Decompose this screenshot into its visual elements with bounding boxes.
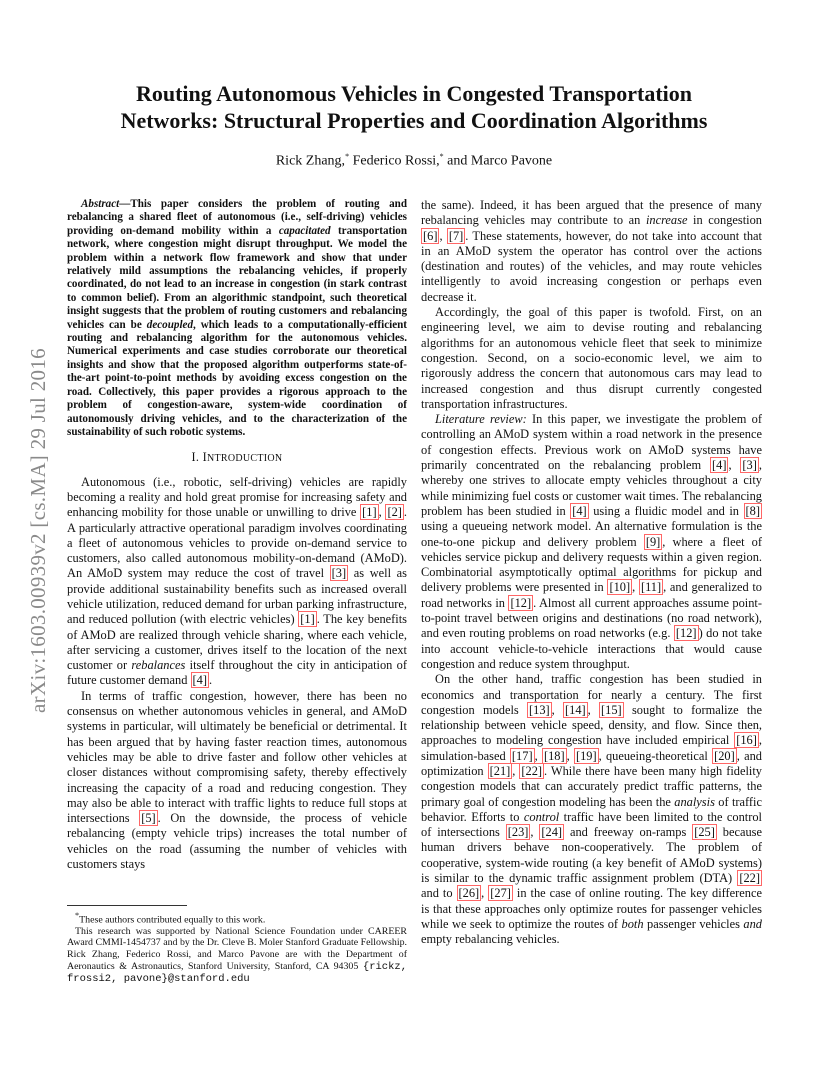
body-text: . A particularly attractive operational paradigm involves coordinating a fleet of autonomous vehicles to provide on-demand service to customers, also called autonomous mobility-on-demand (AMoD). An AMoD system may reduce the cost of travel [67, 505, 407, 581]
citation-link[interactable]: [16] [736, 733, 757, 748]
body-text: in congestion [687, 213, 762, 228]
intro-paragraph-3 [421, 198, 762, 305]
body-text: . These statements, however, do not take into account that in an AMoD system the operator has control over the actions (destination and routes) of the vehicles, and may route vehicles intelligently to avoid increasing congestion or perhaps even decrease it. [421, 228, 762, 304]
intro-paragraph-1 [67, 475, 407, 689]
body-text: because human drivers behave non-cooperatively. The problem of cooperative, system-wide routing (a key benefit of AMoD systems) is similar to the dynamic traffic assignment problem (DTA) [421, 825, 762, 886]
body-text: passenger vehicles [643, 916, 744, 931]
footnotes [67, 905, 407, 986]
body-text: Autonomous (i.e., robotic, self-driving) vehicles are rapidly becoming a reality and hold great promise for increasing safety and enhancing mobility for those unable or unwilling to drive [67, 474, 407, 520]
body-text: , [551, 702, 564, 717]
body-text: , simulation-based [421, 733, 762, 763]
body-text: , [728, 458, 741, 473]
abstract-emphasis: capacitated [278, 224, 331, 237]
emphasis: analysis [674, 794, 715, 809]
body-text: , and generalized to road networks in [421, 580, 762, 610]
citation-link[interactable]: [20] [714, 748, 735, 763]
left-column [67, 198, 407, 872]
body-text: , whereby one strives to allocate empty vehicles throughout a city while minimizing fuel costs or customer wait times. The rebalancing problem has been studied in [421, 458, 762, 518]
footnote-text: This research was supported by National Science Foundation under CAREER Award CMMI-1454737 and by the Dr. Cleve B. Moler Stanford Graduate Fellowship. Rick Zhang, Federico Rossi, and Marco Pavone are with the Department of Aeronautics & Astronautics, Stanford University, Stanford, CA 94305 [67, 925, 407, 972]
author-emails: {rickz, frossi2, pavone}@stanford.edu [67, 960, 407, 986]
footnote-mark: * [75, 911, 80, 920]
body-text: using a queueing network model. An alternative formulation is the one-to-one pickup and delivery problem [421, 519, 762, 549]
body-text: . [208, 673, 213, 688]
author-federico-rossi: Federico Rossi, [349, 153, 440, 169]
citation-link[interactable]: [6] [423, 228, 438, 243]
body-text: In this paper, we investigate the problem of controlling an AMoD system within a road network in the presence of congestion effects. Previous work on AMoD systems have primarily concentrated on the rebalancing problem [421, 412, 762, 473]
citation-link[interactable]: [15] [601, 702, 622, 717]
citation-link[interactable]: [26] [458, 886, 480, 901]
title-line-1: Routing Autonomous Vehicles in Congested Transportation [135, 81, 692, 106]
citation-link[interactable]: [4] [572, 503, 587, 518]
citation-link[interactable]: [13] [529, 702, 550, 717]
body-text: and to [421, 886, 457, 901]
author-rick-zhang: Rick Zhang, [275, 153, 346, 169]
citation-link[interactable]: [4] [712, 458, 727, 473]
citation-link[interactable]: [21] [489, 763, 511, 778]
body-text: , [481, 886, 489, 901]
body-text: , [378, 505, 386, 520]
citation-link[interactable]: [1] [300, 612, 315, 627]
body-text: itself throughout the city in anticipation of future customer demand [67, 658, 407, 688]
citation-link[interactable]: [3] [742, 458, 757, 473]
citation-link[interactable]: [4] [192, 673, 207, 688]
literature-review-paragraph [421, 412, 762, 672]
body-text: empty rebalancing vehicles. [421, 932, 560, 947]
abstract [67, 198, 407, 439]
citation-link[interactable]: [12] [675, 626, 697, 641]
body-text: . While there have been many high fidelity congestion models that can accurately predict traffic patterns, the primary goal of congestion modeling has been the [421, 763, 762, 809]
body-text: sought to formalize the relationship between vehicle speed, density, and flow. Since then, approaches to modeling congestion have included empirical [421, 702, 763, 748]
footnote-rule [67, 905, 187, 906]
citation-link[interactable]: [27] [490, 886, 511, 901]
title-line-2: Networks: Structural Properties and Coordination Algorithms [120, 108, 708, 133]
body-text: , [534, 748, 542, 763]
body-text: as well as provide additional sustainability benefits such as increased overall vehicle utilization, reduced demand for urban parking infrastructure, and reduced pollution (with electric vehicles) [67, 566, 407, 627]
citation-link[interactable]: [7] [448, 228, 464, 243]
section-heading-introduction [67, 450, 407, 466]
citation-link[interactable]: [14] [565, 702, 586, 717]
citation-link[interactable]: [3] [331, 566, 347, 581]
citation-link[interactable]: [24] [541, 825, 563, 840]
emphasis: control [523, 809, 560, 824]
body-text: . The key benefits of AMoD are realized through vehicle sharing, where each vehicle, after servicing a customer, drives itself to the location of the next customer or [67, 612, 408, 673]
body-text: , [566, 748, 574, 763]
citation-link[interactable]: [17] [511, 748, 533, 763]
emphasis: both [621, 916, 644, 931]
body-text: , where a fleet of vehicles service pickup and delivery requests within a given region. Combinatorial asymptotically optimal algorithms for pickup and delivery problems were presented in [421, 534, 762, 595]
paper-title [90, 80, 738, 134]
right-column [421, 198, 762, 948]
body-text: , and optimization [421, 748, 762, 778]
body-text: and freeway on-ramps [564, 825, 693, 840]
citation-link[interactable]: [11] [640, 580, 662, 595]
abstract-emphasis: decoupled [146, 318, 193, 331]
body-text: in the case of online routing. The key difference is that these approaches only optimize routes for passenger vehicles while we seek to optimize the routes of [421, 886, 762, 931]
footnote-funding [67, 926, 407, 986]
citation-link[interactable]: [23] [507, 825, 529, 840]
intro-paragraph-2 [67, 689, 407, 873]
equal-contribution-mark: * [439, 152, 444, 161]
citation-link[interactable]: [25] [694, 825, 715, 840]
body-text: , queueing-theoretical [598, 748, 713, 763]
equal-contribution-mark: * [345, 152, 350, 161]
author-marco-pavone: and Marco Pavone [443, 153, 553, 169]
body-text: , [439, 228, 447, 243]
body-text: the same). Indeed, it has been argued that the presence of many rebalancing vehicles may contribute to an [421, 198, 762, 228]
arxiv-sidebar-stamp [27, 290, 49, 770]
abstract-text: transportation network, where congestion might disrupt throughput. We model the problem within a network flow framework and show that under relatively mild assumptions the rebalancing vehicles, if properly coordinated, do not lead to an increase in congestion (in stark contrast to common belief). From an algorithmic standpoint, such theoretical insight suggests that the problem of routing customers and rebalancing vehicles can be [67, 224, 407, 331]
citation-link[interactable]: [1] [362, 505, 377, 520]
citation-link[interactable]: [10] [609, 580, 631, 595]
citation-link[interactable]: [22] [521, 763, 543, 778]
body-text: using a fluidic model and in [588, 503, 744, 518]
emphasis: rebalances [131, 658, 186, 673]
citation-link[interactable]: [5] [141, 811, 156, 826]
section-title: NTRODUCTION [206, 453, 283, 465]
intro-paragraph-4: Accordingly, the goal of this paper is twofold. First, on an engineering level, we aim to devise routing and rebalancing algorithms for an autonomous vehicle fleet that seek to minimize congestion. Second, on a socio-economic level, we aim to rigorously address the concern that autonomous cars may lead to increased congestion and thus disrupt currently congested transportation infrastructures. [421, 305, 762, 411]
author-list [90, 152, 738, 170]
body-text: , [587, 702, 600, 717]
paragraph-label: Literature review: [435, 412, 527, 427]
citation-link[interactable]: [9] [645, 534, 661, 549]
citation-link[interactable]: [8] [745, 503, 760, 518]
citation-link[interactable]: [2] [387, 505, 402, 520]
body-text: of traffic behavior. Efforts to [421, 794, 762, 824]
body-text: On the other hand, traffic congestion has been studied in economics and transportation for nearly a century. The first congestion models [421, 672, 762, 717]
footnote-equal-contribution [67, 910, 407, 926]
body-text: , [530, 825, 540, 840]
emphasis: and [743, 916, 762, 931]
citation-link[interactable]: [19] [575, 748, 597, 763]
congestion-paragraph [421, 672, 762, 947]
arxiv-id: arXiv:1603.00939v2 [cs.MA] 29 Jul 2016 [25, 347, 50, 713]
body-text: , [632, 580, 639, 595]
section-number: I. I [191, 450, 207, 465]
body-text: . Almost all current approaches assume point-to-point travel between origins and destinations (no road network), and even routing problems on road networks (e.g. [421, 595, 763, 641]
body-text: ) do not take into account vehicle-to-vehicle interactions that would cause congestion and reduce system throughput. [421, 626, 762, 671]
body-text: In terms of traffic congestion, however, there has been no consensus on whether autonomous vehicles in general, and AMoD systems in particular, will ultimately be beneficial or detrimental. It has been argued that by having faster reaction times, autonomous vehicles may be able to drive faster and follow other vehicles at closer distances without compromising safety, thereby effectively increasing the capacity of a road and reducing congestion. They may also be able to interact with traffic lights to reduce full stops at intersections [67, 688, 407, 826]
emphasis: increase [645, 213, 688, 228]
footnote-text: These authors contributed equally to this work. [79, 914, 266, 926]
body-text: , [512, 763, 520, 778]
abstract-text: , which leads to a computationally-efficient routing and rebalancing algorithm for the autonomous vehicles. Numerical experiments and case studies corroborate our theoretical insights and show that the proposed algorithm outperforms state-of-the-art point-to-point methods by avoiding excess congestion on the road. Collectively, this paper provides a rigorous approach to the problem of congestion-aware, system-wide coordination of autonomously driving vehicles, and to the characterization of the sustainability of such robotic systems. [67, 318, 407, 438]
abstract-label: Abstract [81, 198, 120, 210]
body-text: traffic have been limited to the control of intersections [421, 809, 762, 840]
citation-link[interactable]: [12] [510, 595, 532, 610]
body-text: . On the downside, the process of vehicle rebalancing (empty vehicle trips) increases the total number of vehicles on the road (assuming the number of vehicles with customers stays [67, 811, 407, 872]
citation-link[interactable]: [22] [739, 871, 760, 886]
abstract-text: —This paper considers the problem of routing and rebalancing a shared fleet of autonomous (i.e., self-driving) vehicles providing on-demand mobility within a [67, 198, 407, 237]
citation-link[interactable]: [18] [543, 748, 565, 763]
